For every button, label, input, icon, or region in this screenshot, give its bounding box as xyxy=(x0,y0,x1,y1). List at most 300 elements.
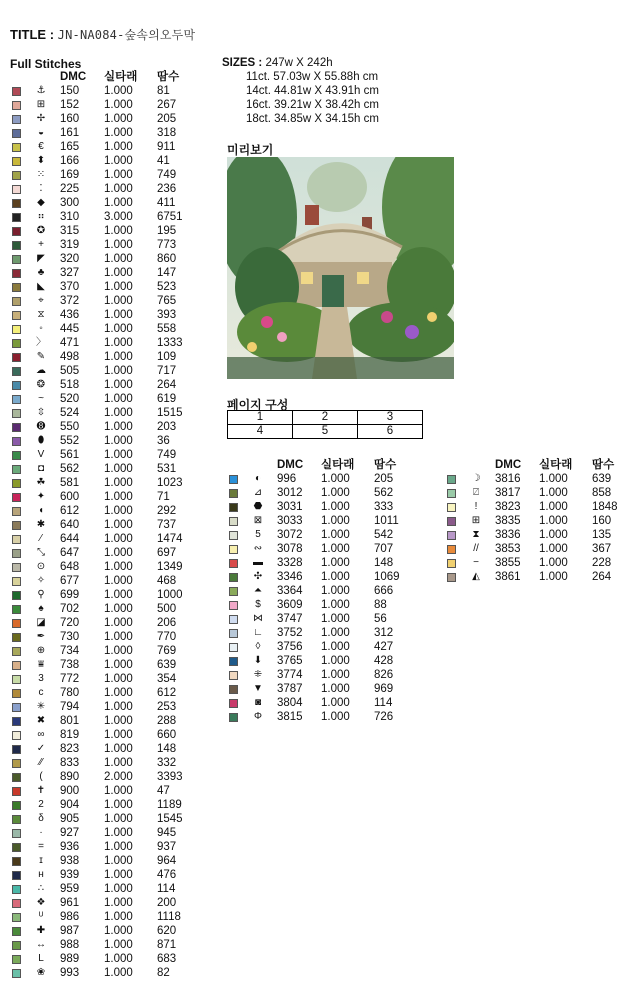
stitch-symbol: ✚ xyxy=(36,925,46,936)
thread-rows xyxy=(229,472,429,724)
page-cell: 2 xyxy=(293,411,358,425)
thread-count: 1.000 xyxy=(104,463,133,475)
stitch-count: 1349 xyxy=(157,561,183,573)
stitch-symbol: ☁ xyxy=(36,365,46,376)
color-swatch xyxy=(229,489,238,498)
color-swatch xyxy=(229,713,238,722)
thread-count: 1.000 xyxy=(104,673,133,685)
color-swatch xyxy=(12,675,21,684)
dmc-number: 166 xyxy=(60,155,80,167)
stitch-symbol: ⤡ xyxy=(37,547,45,558)
color-swatch xyxy=(12,367,21,376)
thread-row xyxy=(12,924,212,938)
stitch-symbol: ♠ xyxy=(38,603,44,614)
stitch-symbol: ✖ xyxy=(36,715,46,726)
color-swatch xyxy=(229,503,238,512)
stitch-count: 367 xyxy=(592,543,612,555)
color-swatch xyxy=(12,563,21,572)
dmc-number: 319 xyxy=(60,239,80,251)
color-swatch xyxy=(12,213,21,222)
stitch-symbol: ⧗ xyxy=(472,529,480,540)
color-swatch xyxy=(12,423,21,432)
dmc-number: 961 xyxy=(60,897,80,909)
thread-count: 1.000 xyxy=(104,407,133,419)
color-swatch xyxy=(229,545,238,554)
dmc-number: 959 xyxy=(60,883,80,895)
color-swatch xyxy=(12,899,21,908)
stitch-count: 531 xyxy=(157,463,177,475)
thread-row xyxy=(12,700,212,714)
thread-row xyxy=(229,570,429,584)
stitch-count: 660 xyxy=(157,729,177,741)
stitch-symbol: ⊞ xyxy=(36,99,46,110)
stitch-symbol: ⊠ xyxy=(253,515,263,526)
thread-row xyxy=(12,798,212,812)
stitch-count: 1069 xyxy=(374,571,400,583)
stitch-count: 292 xyxy=(157,505,177,517)
color-swatch xyxy=(229,685,238,694)
thread-count: 1.000 xyxy=(539,487,568,499)
thread-count: 1.000 xyxy=(539,501,568,513)
color-swatch xyxy=(12,717,21,726)
thread-count: 1.000 xyxy=(104,379,133,391)
color-swatch xyxy=(229,475,238,484)
thread-count: 1.000 xyxy=(321,501,350,513)
thread-row xyxy=(12,938,212,952)
stitch-count: 354 xyxy=(157,673,177,685)
stitch-count: 318 xyxy=(157,127,177,139)
thread-row xyxy=(12,98,212,112)
thread-count: 2.000 xyxy=(104,771,133,783)
thread-count: 1.000 xyxy=(104,631,133,643)
thread-count: 3.000 xyxy=(104,211,133,223)
color-swatch xyxy=(12,759,21,768)
color-swatch xyxy=(12,941,21,950)
thread-count: 1.000 xyxy=(104,729,133,741)
dmc-number: 936 xyxy=(60,841,80,853)
color-swatch xyxy=(12,549,21,558)
thread-count: 1.000 xyxy=(321,529,350,541)
stitch-count: 1000 xyxy=(157,589,183,601)
stitch-count: 726 xyxy=(374,711,394,723)
color-swatch xyxy=(12,171,21,180)
stitch-symbol: ✓ xyxy=(36,743,46,754)
color-swatch xyxy=(12,927,21,936)
thread-row xyxy=(229,682,429,696)
stitch-symbol: ◘ xyxy=(37,463,45,474)
thread-count: 1.000 xyxy=(321,585,350,597)
thread-count: 1.000 xyxy=(104,603,133,615)
color-swatch xyxy=(447,531,456,540)
color-swatch xyxy=(12,437,21,446)
thread-count: 1.000 xyxy=(104,645,133,657)
dmc-number: 3752 xyxy=(277,627,303,639)
stitch-symbol: ∾ xyxy=(253,543,263,554)
stitch-symbol: ▼ xyxy=(253,683,263,694)
thread-count: 1.000 xyxy=(104,351,133,363)
stitch-count: 620 xyxy=(157,925,177,937)
thread-row xyxy=(12,336,212,350)
thread-count: 1.000 xyxy=(104,281,133,293)
thread-count: 1.000 xyxy=(321,655,350,667)
thread-row xyxy=(12,294,212,308)
dmc-number: 647 xyxy=(60,547,80,559)
thread-count: 1.000 xyxy=(104,393,133,405)
stitch-count: 333 xyxy=(374,501,394,513)
color-swatch xyxy=(12,143,21,152)
thread-count: 1.000 xyxy=(104,533,133,545)
thread-row xyxy=(229,612,429,626)
stitch-symbol: ⇳ xyxy=(36,407,46,418)
thread-count: 1.000 xyxy=(104,309,133,321)
stitch-symbol: ∴ xyxy=(37,883,45,894)
stitch-symbol: ⊞ xyxy=(471,515,481,526)
dmc-number: 612 xyxy=(60,505,80,517)
stitch-symbol: ▬ xyxy=(253,557,263,568)
thread-count: 1.000 xyxy=(321,473,350,485)
thread-count: 1.000 xyxy=(539,515,568,527)
thread-row xyxy=(12,476,212,490)
thread-row xyxy=(12,392,212,406)
color-swatch xyxy=(12,703,21,712)
dmc-number: 738 xyxy=(60,659,80,671)
thread-count: 1.000 xyxy=(321,599,350,611)
thread-count: 1.000 xyxy=(104,421,133,433)
stitch-symbol: € xyxy=(38,141,44,152)
stitch-count: 205 xyxy=(157,113,177,125)
stitch-count: 542 xyxy=(374,529,394,541)
color-swatch xyxy=(12,521,21,530)
thread-row xyxy=(229,542,429,556)
thread-count: 1.000 xyxy=(104,617,133,629)
color-swatch xyxy=(12,157,21,166)
thread-row xyxy=(12,602,212,616)
stitch-count: 1515 xyxy=(157,407,183,419)
dmc-number: 3012 xyxy=(277,487,303,499)
dmc-number: 600 xyxy=(60,491,80,503)
stitch-symbol: ∟ xyxy=(253,627,263,638)
dmc-number: 938 xyxy=(60,855,80,867)
color-swatch xyxy=(12,871,21,880)
stitch-symbol: ⁄ xyxy=(40,533,42,544)
thread-count: 1.000 xyxy=(321,627,350,639)
dmc-number: 3855 xyxy=(495,557,521,569)
dmc-number: 905 xyxy=(60,813,80,825)
dmc-number: 161 xyxy=(60,127,80,139)
dmc-number: 780 xyxy=(60,687,80,699)
dmc-number: 327 xyxy=(60,267,80,279)
thread-row xyxy=(12,644,212,658)
stitch-symbol: ⬣ xyxy=(253,501,263,512)
thread-count: 1.000 xyxy=(104,337,133,349)
stitch-count: 683 xyxy=(157,953,177,965)
thread-row xyxy=(229,514,429,528)
color-swatch xyxy=(12,241,21,250)
dmc-number: 471 xyxy=(60,337,80,349)
thread-row xyxy=(12,168,212,182)
thread-row xyxy=(12,182,212,196)
stitch-symbol: · xyxy=(39,827,43,838)
dmc-number: 987 xyxy=(60,925,80,937)
stitch-count: 71 xyxy=(157,491,170,503)
dmc-number: 315 xyxy=(60,225,80,237)
color-swatch xyxy=(12,829,21,838)
color-swatch xyxy=(12,633,21,642)
stitch-count: 697 xyxy=(157,547,177,559)
thread-table-3 xyxy=(447,458,627,584)
color-swatch xyxy=(229,671,238,680)
thread-count: 1.000 xyxy=(321,557,350,569)
color-swatch xyxy=(12,87,21,96)
stitch-symbol: ⬮ xyxy=(37,435,45,446)
thread-row xyxy=(12,882,212,896)
stitch-count: 769 xyxy=(157,645,177,657)
thread-row xyxy=(12,560,212,574)
dmc-number: 677 xyxy=(60,575,80,587)
stitch-count: 765 xyxy=(157,295,177,307)
table-header xyxy=(12,70,212,84)
stitch-count: 639 xyxy=(157,659,177,671)
color-swatch xyxy=(12,185,21,194)
thread-row xyxy=(12,420,212,434)
stitch-count: 267 xyxy=(157,99,177,111)
stitch-count: 562 xyxy=(374,487,394,499)
thread-row xyxy=(12,616,212,630)
thread-row xyxy=(447,486,627,500)
dmc-header: DMC xyxy=(277,459,304,471)
stitch-count: 1189 xyxy=(157,799,182,811)
color-swatch xyxy=(12,787,21,796)
stitch-header: 땀수 xyxy=(157,71,180,83)
stitch-symbol: ⠶ xyxy=(37,211,45,222)
stitch-count: 558 xyxy=(157,323,177,335)
thread-count: 1.000 xyxy=(321,613,350,625)
color-swatch xyxy=(12,115,21,124)
thread-count: 1.000 xyxy=(104,519,133,531)
dmc-number: 436 xyxy=(60,309,80,321)
color-swatch xyxy=(12,325,21,334)
stitch-count: 109 xyxy=(157,351,177,363)
stitch-count: 148 xyxy=(374,557,394,569)
stitch-symbol: ✣ xyxy=(253,571,263,582)
color-swatch xyxy=(12,913,21,922)
stitch-symbol: ⁚ xyxy=(39,183,43,194)
thread-row xyxy=(447,528,627,542)
thread-count: 1.000 xyxy=(321,697,350,709)
stitch-count: 964 xyxy=(157,855,177,867)
thread-row xyxy=(229,640,429,654)
color-swatch xyxy=(12,647,21,656)
dmc-number: 644 xyxy=(60,533,80,545)
thread-count: 1.000 xyxy=(104,659,133,671)
thread-row xyxy=(12,406,212,420)
stitch-symbol: ǃ xyxy=(474,501,478,512)
dmc-number: 3861 xyxy=(495,571,521,583)
stitch-count: 148 xyxy=(157,743,177,755)
thread-row xyxy=(12,952,212,966)
color-swatch xyxy=(12,815,21,824)
thread-row xyxy=(12,728,212,742)
color-swatch xyxy=(229,643,238,652)
stitch-symbol: ⁜ xyxy=(253,669,263,680)
stitch-symbol: ◊ xyxy=(255,641,261,652)
color-swatch xyxy=(12,493,21,502)
color-swatch xyxy=(12,199,21,208)
stitch-count: 523 xyxy=(157,281,177,293)
stitch-symbol: ✦ xyxy=(36,491,46,502)
dmc-number: 3817 xyxy=(495,487,521,499)
stitch-count: 1333 xyxy=(157,337,183,349)
thread-count: 1.000 xyxy=(321,571,350,583)
stitch-header: 땀수 xyxy=(592,459,615,471)
stitch-symbol: ⊙ xyxy=(36,561,46,572)
page-cell: 6 xyxy=(358,425,423,439)
stitch-symbol: ʜ xyxy=(38,869,44,880)
stitch-symbol: ❂ xyxy=(36,379,46,390)
dmc-number: 3072 xyxy=(277,529,303,541)
dmc-number: 498 xyxy=(60,351,80,363)
dmc-number: 165 xyxy=(60,141,80,153)
thread-row xyxy=(12,770,212,784)
stitch-symbol: ɪ xyxy=(39,855,43,866)
thread-count: 1.000 xyxy=(104,827,133,839)
stitch-symbol: 2 xyxy=(38,799,44,810)
dmc-number: 993 xyxy=(60,967,80,979)
dmc-number: 890 xyxy=(60,771,80,783)
color-swatch xyxy=(12,283,21,292)
dmc-number: 988 xyxy=(60,939,80,951)
dmc-number: 3328 xyxy=(277,557,303,569)
dmc-number: 3835 xyxy=(495,515,521,527)
thread-row xyxy=(447,500,627,514)
stitch-symbol: ♣ xyxy=(37,267,45,278)
color-swatch xyxy=(229,699,238,708)
thread-count: 1.000 xyxy=(104,575,133,587)
thread-row xyxy=(12,784,212,798)
page-cell: 4 xyxy=(228,425,293,439)
stitch-count: 114 xyxy=(374,697,393,709)
color-swatch xyxy=(229,601,238,610)
stitch-symbol: − xyxy=(473,557,479,568)
stitch-symbol: ◦ xyxy=(39,323,43,334)
stitch-count: 6751 xyxy=(157,211,183,223)
dmc-number: 720 xyxy=(60,617,80,629)
thread-count: 1.000 xyxy=(104,295,133,307)
color-swatch xyxy=(12,661,21,670)
thread-row xyxy=(229,528,429,542)
thread-row xyxy=(229,584,429,598)
color-swatch xyxy=(12,801,21,810)
stitch-count: 945 xyxy=(157,827,177,839)
thread-row xyxy=(229,556,429,570)
dmc-number: 552 xyxy=(60,435,80,447)
thread-count: 1.000 xyxy=(104,127,133,139)
size-line: 11ct. 57.03w X 55.88h cm xyxy=(246,71,379,83)
thread-row xyxy=(229,626,429,640)
stitch-count: 826 xyxy=(374,669,394,681)
color-swatch xyxy=(447,573,456,582)
thread-row xyxy=(447,472,627,486)
thread-table-2 xyxy=(229,458,429,724)
sizes-value: 247w X 242h xyxy=(265,57,333,69)
page-grid xyxy=(227,410,423,439)
stitch-count: 206 xyxy=(157,617,177,629)
thread-count: 1.000 xyxy=(539,557,568,569)
stitch-count: 41 xyxy=(157,155,170,167)
thread-rows xyxy=(447,472,627,584)
thread-count: 1.000 xyxy=(321,683,350,695)
stitch-symbol: ⋈ xyxy=(253,613,263,624)
dmc-number: 900 xyxy=(60,785,80,797)
dmc-number: 772 xyxy=(60,673,80,685)
stitch-symbol: ⍁ xyxy=(473,487,479,498)
dmc-number: 730 xyxy=(60,631,80,643)
thread-table-1 xyxy=(12,70,212,980)
stitch-symbol: ⬍ xyxy=(36,155,46,166)
page-cell: 5 xyxy=(293,425,358,439)
dmc-number: 927 xyxy=(60,827,80,839)
color-swatch xyxy=(12,745,21,754)
thread-count: 1.000 xyxy=(104,715,133,727)
stitch-count: 428 xyxy=(374,655,394,667)
dmc-number: 904 xyxy=(60,799,80,811)
stitch-count: 619 xyxy=(157,393,177,405)
thread-row xyxy=(12,840,212,854)
thread-row xyxy=(12,140,212,154)
stitch-count: 200 xyxy=(157,897,177,909)
stitch-count: 937 xyxy=(157,841,177,853)
stitch-symbol: = xyxy=(38,841,44,852)
thread-count: 1.000 xyxy=(104,155,133,167)
color-swatch xyxy=(12,591,21,600)
thread-row xyxy=(229,696,429,710)
stitch-count: 707 xyxy=(374,543,394,555)
dmc-number: 3804 xyxy=(277,697,303,709)
thread-count: 1.000 xyxy=(104,267,133,279)
stitch-symbol: 5 xyxy=(255,529,261,540)
dmc-number: 445 xyxy=(60,323,80,335)
dmc-number: 3836 xyxy=(495,529,521,541)
dmc-number: 310 xyxy=(60,211,80,223)
stitch-count: 160 xyxy=(592,515,612,527)
dmc-number: 372 xyxy=(60,295,80,307)
dmc-number: 505 xyxy=(60,365,80,377)
dmc-number: 562 xyxy=(60,463,80,475)
stitch-count: 81 xyxy=(157,85,170,97)
dmc-number: 524 xyxy=(60,407,80,419)
thread-row xyxy=(12,588,212,602)
thread-row xyxy=(447,514,627,528)
color-swatch xyxy=(12,353,21,362)
dmc-number: 823 xyxy=(60,743,80,755)
stitch-count: 860 xyxy=(157,253,177,265)
sizes-block xyxy=(222,56,379,126)
thread-count: 1.000 xyxy=(104,113,133,125)
thread-row xyxy=(12,434,212,448)
dmc-number: 996 xyxy=(277,473,297,485)
page-title xyxy=(10,26,195,43)
thread-row xyxy=(12,868,212,882)
dmc-number: 3853 xyxy=(495,543,521,555)
stitch-count: 114 xyxy=(157,883,176,895)
stitch-count: 476 xyxy=(157,869,177,881)
stitch-count: 749 xyxy=(157,169,177,181)
color-swatch xyxy=(12,255,21,264)
stitch-count: 468 xyxy=(157,575,177,587)
thread-row xyxy=(12,896,212,910)
thread-count: 1.000 xyxy=(321,487,350,499)
thread-row xyxy=(12,364,212,378)
